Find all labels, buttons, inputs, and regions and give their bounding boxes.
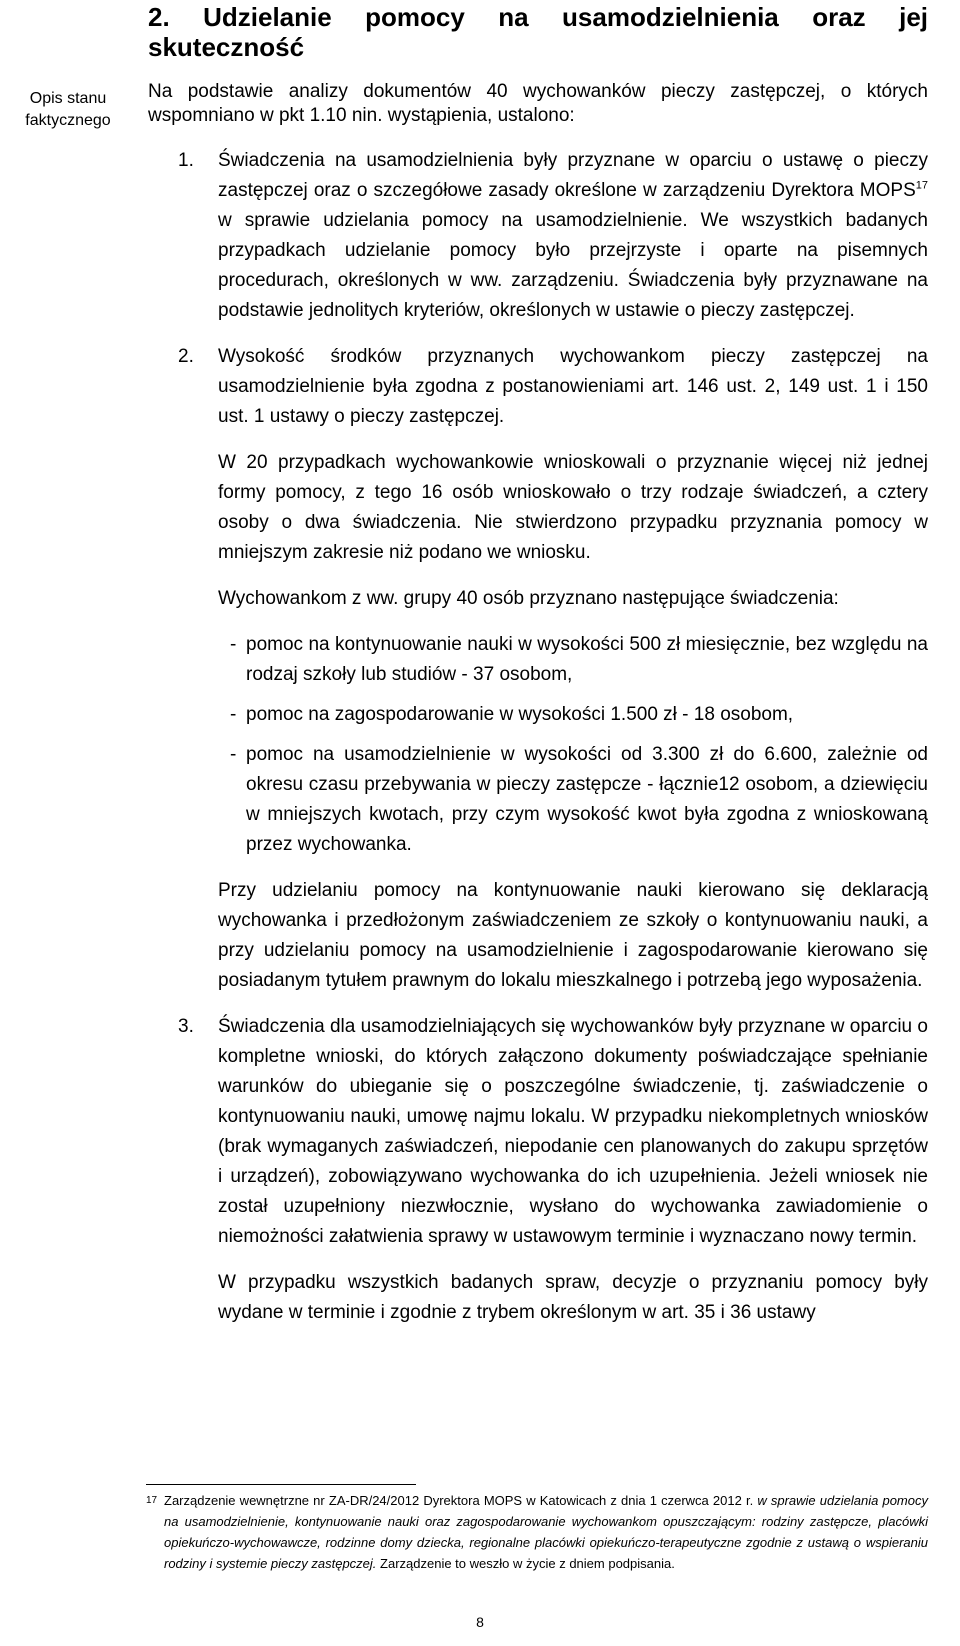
benefits-list (218, 630, 928, 860)
finding-item-3 (148, 1012, 928, 1328)
list-item (218, 700, 928, 730)
footnote-text-part: Zarządzenie wewnętrzne nr ZA-DR/24/2012 Dyrektora MOPS w Katowicach z dnia 1 czerwca 2012 r. (164, 1493, 758, 1508)
finding-paragraph: Wysokość środków przyznanych wychowankom pieczy zastępczej na usamodzielnienie była zgodna z postanowieniami art. 146 ust. 2, 149 ust. 1 i 150 ust. 1 ustawy o pieczy zastępczej. (218, 346, 928, 427)
finding-paragraph: W 20 przypadkach wychowankowie wnioskowali o przyznanie więcej niż jednej formy pomocy, z tego 16 osób wnioskowało o trzy rodzaje świadczeń, a cztery osoby o dwa świadczenia. Nie stwierdzono przypadku przyznania pomocy w mniejszym zakresie niż podano we wniosku. (218, 452, 928, 563)
list-item (218, 630, 928, 690)
list-item-text: pomoc na kontynuowanie nauki w wysokości 500 zł miesięcznie, bez względu na rodzaj szkoły lub studiów - 37 osobom, (246, 634, 928, 685)
section-heading-continued: skuteczność (148, 32, 305, 62)
item-number: 2. (178, 346, 194, 367)
finding-paragraph: W przypadku wszystkich badanych spraw, decyzje o przyznaniu pomocy były wydane w terminie i zgodnie z trybem określonym w art. 35 i 36 ustawy (218, 1272, 928, 1323)
paragraph-text: Świadczenia na usamodzielnienia były przyznane w oparciu o ustawę o pieczy zastępczej oraz o szczegółowe zasady określone w zarządzeniu Dyrektora MOPS (218, 150, 928, 201)
footnote-divider (146, 1484, 416, 1485)
finding-item-1 (148, 146, 928, 326)
margin-label: Opis stanu faktycznego (25, 90, 111, 129)
dash-marker: - (230, 704, 237, 725)
item-number: 3. (178, 1016, 194, 1037)
footnote (146, 1490, 928, 1574)
finding-paragraph (218, 146, 928, 326)
dash-marker: - (230, 634, 237, 655)
findings-list (148, 146, 928, 1328)
section-heading: 2. Udzielanie pomocy na usamodzielnienia oraz jej (148, 2, 928, 32)
finding-item-2 (148, 342, 928, 996)
list-item (218, 740, 928, 860)
list-item-text: pomoc na zagospodarowanie w wysokości 1.500 zł - 18 osobom, (246, 704, 794, 725)
page-number: 8 (476, 1614, 484, 1630)
footnote-mark: 17 (146, 1495, 158, 1506)
main-content (148, 0, 928, 1344)
footnote-reference[interactable]: 17 (915, 179, 928, 192)
dash-marker: - (230, 744, 237, 765)
item-number: 1. (178, 150, 194, 171)
footnote-text-italic: w sprawie udzielania pomocy na usamodzielnienie, kontynuowanie nauki oraz zagospodarowanie wychowankom opuszczającym: rodziny zastępcze, placówki opiekuńczo-wychowawcze, rodzinne domy dziecka, regionalne placówki opiekuńczo-terapeutyczne zgodnie z ustawą o wspieraniu rodziny i systemie pieczy zastępczej. (164, 1493, 928, 1571)
list-item-text: pomoc na usamodzielnienie w wysokości od 3.300 zł do 6.600, zależnie od okresu czasu przebywania w pieczy zastępcze - łącznie12 osobom, a dziewięciu w mniejszych kwotach, przy czym wysokość kwot była zgodna z wnioskowaną przez wychowanka. (246, 744, 928, 855)
footnote-text (164, 1490, 928, 1574)
finding-paragraph: Przy udzielaniu pomocy na kontynuowanie nauki kierowano się deklaracją wychowanka i przedłożonym zaświadczeniem ze szkoły o kontynuowaniu nauki, a przy udzielaniu pomocy na usamodzielnienie i zagospodarowanie kierowano się posiadanym tytułem prawnym do lokalu mieszkalnego i potrzebą jego wyposażenia. (218, 880, 928, 991)
paragraph-text: w sprawie udzielania pomocy na usamodzielnienie. We wszystkich badanych przypadkach udzielanie pomocy było przejrzyste i oparte na pisemnych procedurach, określonych w ww. zarządzeniu. Świadczenia były przyznawane na podstawie jednolitych kryteriów, określonych w ustawie o pieczy zastępczej. (218, 210, 928, 321)
finding-paragraph: Wychowankom z ww. grupy 40 osób przyznano następujące świadczenia: (218, 588, 839, 609)
footnote-text-part: Zarządzenie to weszło w życie z dniem podpisania. (376, 1556, 675, 1571)
finding-paragraph: Świadczenia dla usamodzielniających się wychowanków były przyznane w oparciu o kompletne wnioski, do których załączono dokumenty poświadczające spełnianie warunków do ubieganie się o poszczególne świadczenie, tj. zaświadczenie o kontynuowaniu nauki, umowę najmu lokalu. W przypadku niekompletnych wniosków (brak wymaganych zaświadczeń, niepodanie cen planowanych do zakupu sprzętów i urządzeń), zobowiązywano wychowanka do ich uzupełnienia. Jeżeli wniosek nie został uzupełniony niezwłocznie, wysłano do wychowanka zawiadomienie o niemożności załatwienia sprawy w ustawowym terminie i wyznaczano nowy termin. (218, 1016, 928, 1247)
intro-paragraph: Na podstawie analizy dokumentów 40 wychowanków pieczy zastępczej, o których wspomniano w pkt 1.10 nin. wystąpienia, ustalono: (148, 81, 928, 126)
